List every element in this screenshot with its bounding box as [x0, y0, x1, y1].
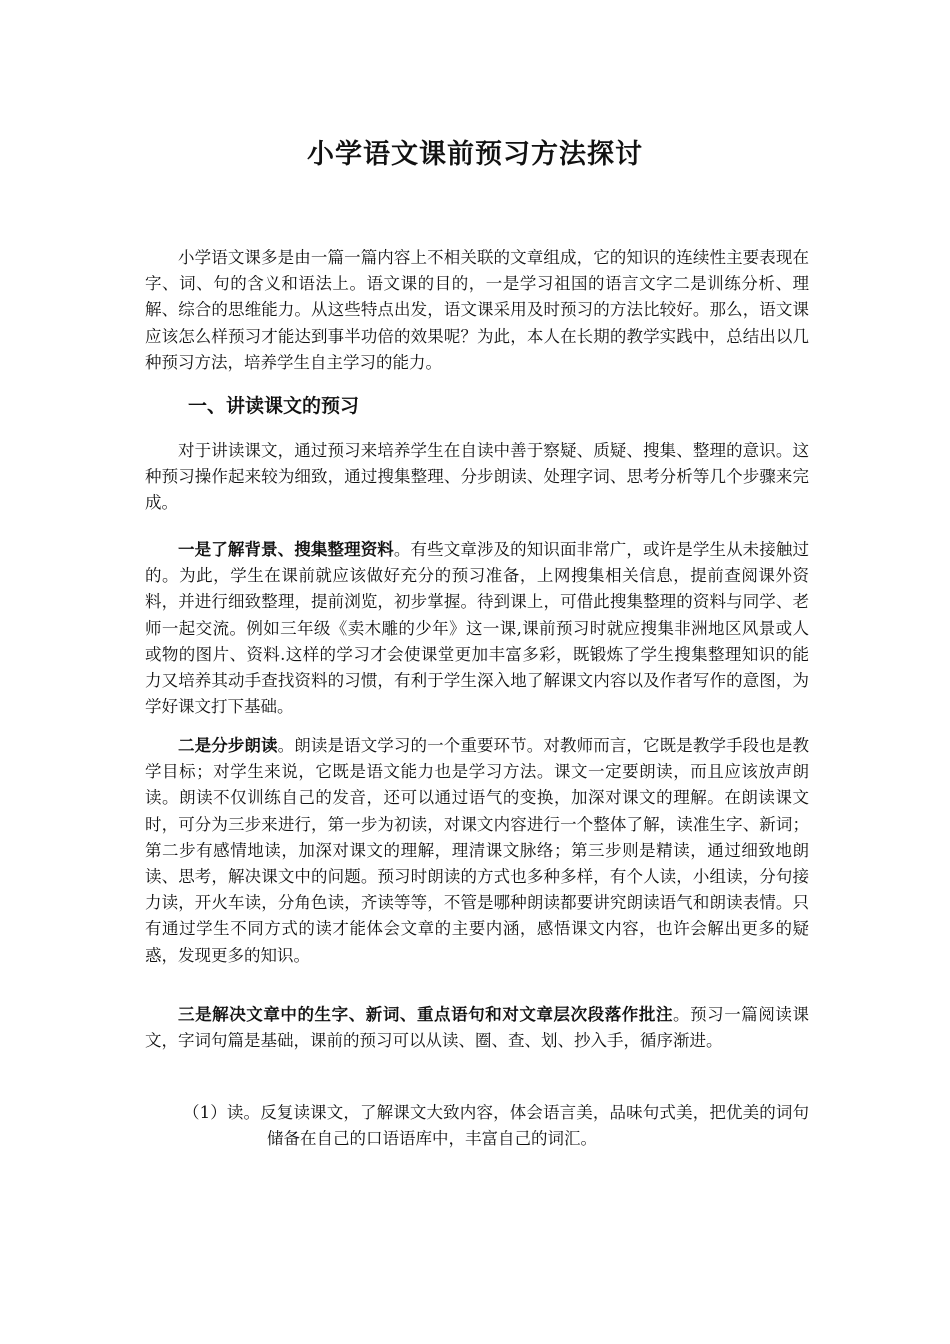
point-two-paragraph [145, 733, 809, 969]
point-two-text: 。朗读是语文学习的一个重要环节。对教师而言，它既是教学手段也是教学目标；对学生来说，它既是语文能力也是学习方法。课文一定要朗读，而且应该放声朗读。朗读不仅训练自己的发音，还可以通过语气的变换，加深对课文的理解。在朗读课文时，可分为三步来进行，第一步为初读，对课文内容进行一个整体了解，读准生字、新词；第二步有感情地读，加深对课文的理解，理清课文脉络；第三步则是精读，通过细致地朗读、思考，解决课文中的问题。预习时朗读的方式也多种多样，有个人读，小组读，分句接力读，开火车读，分角色读，齐读等等，不管是哪种朗读都要讲究朗读语气和朗读表情。只有通过学生不同方式的读才能体会文章的主要内涵，感悟课文内容，也许会解出更多的疑惑，发现更多的知识。 [145, 736, 810, 965]
document-title: 小学语文课前预习方法探讨 [307, 139, 643, 170]
list-item-read [183, 1100, 809, 1152]
point-three-bold: 三是解决文章中的生字、新词、重点语句和对文章层次段落作批注 [178, 1005, 674, 1024]
point-two-bold: 二是分步朗读 [178, 736, 278, 755]
point-one-bold: 一是了解背景、搜集整理资料 [178, 540, 394, 559]
section-intro-paragraph: 对于讲读课文，通过预习来培养学生在自读中善于察疑、质疑、搜集、整理的意识。这种预习操作起来较为细致，通过搜集整理、分步朗读、处理字词、思考分析等几个步骤来完成。 [145, 441, 809, 513]
intro-paragraph: 小学语文课多是由一篇一篇内容上不相关联的文章组成，它的知识的连续性主要表现在字、词、句的含义和语法上。语文课的目的，一是学习祖国的语言文字二是训练分析、理解、综合的思维能力。从这些特点出发，语文课采用及时预习的方法比较好。那么，语文课应该怎么样预习才能达到事半功倍的效果呢？为此，本人在长期的教学实践中，总结出以几种预习方法，培养学生自主学习的能力。 [145, 248, 809, 372]
point-three-text: 。预习一篇阅读课文，字词句篇是基础，课前的预习可以从读、圈、查、划、抄入手，循序渐进。 [145, 1005, 810, 1051]
section-heading: 一、讲读课文的预习 [188, 395, 360, 417]
list-item-text: 反复读课文，了解课文大致内容，体会语言美，品味句式美，把优美的词句储备在自己的口语语库中，丰富自己的词汇。 [260, 1103, 810, 1149]
point-one-text: 。有些文章涉及的知识面非常广，或许是学生从未接触过的。为此，学生在课前就应该做好充分的预习准备，上网搜集相关信息，提前查阅课外资料，并进行细致整理，提前浏览，初步掌握。待到课上，可借此搜集整理的资料与同学、老师一起交流。例如三年级《卖木雕的少年》这一课,课前预习时就应搜集非洲地区风景或人或物的图片、资料.这样的学习才会使课堂更加丰富多彩，既锻炼了学生搜集整理知识的能力又培养其动手查找资料的习惯，有利于学生深入地了解课文内容以及作者写作的意图，为学好课文打下基础。 [145, 540, 810, 717]
point-one-paragraph [145, 537, 809, 720]
list-item-label: （1）读。 [183, 1103, 261, 1122]
point-three-paragraph [145, 1002, 809, 1054]
